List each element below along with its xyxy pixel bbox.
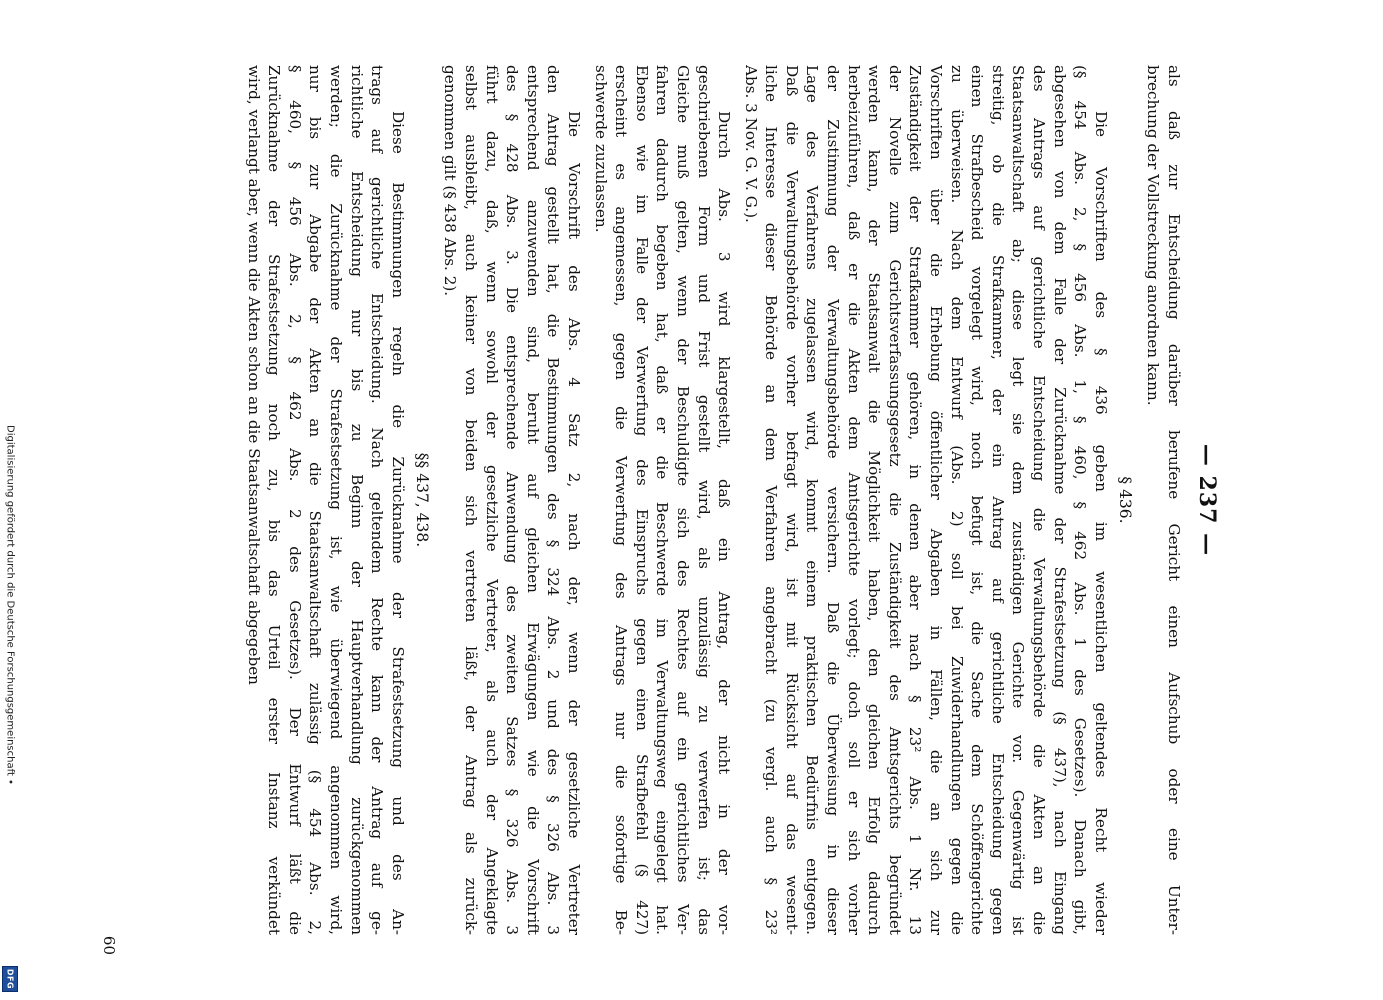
page-number: — 237 — — [1194, 443, 1220, 557]
section-heading-436: § 436. — [1115, 476, 1134, 524]
text-line: entsprechend anzuwenden sind, beruht auf gleichen Erwägungen wie die Vorschrift — [523, 65, 542, 935]
paragraph-437-438 — [243, 65, 408, 935]
text-line: einen Strafbescheid vorgelegt wird, noch befugt ist, die Sache dem Schöffengerichte — [968, 65, 987, 935]
section-heading-437-438: §§ 437, 438. — [412, 452, 431, 548]
text-line: brechung der Vollstreckung anordnen kann. — [1144, 65, 1163, 406]
text-line: trags auf gerichtliche Entscheidung. Nach geltendem Rechte kann der Antrag auf ge- — [368, 65, 387, 935]
text-line: zu überweisen. Nach dem Entwurf (Abs. 2) soll bei Zuwiderhandlungen gegen die — [947, 65, 966, 935]
text-line: wird, verlangt aber, wenn die Akten schon an die Staatsanwaltschaft abgegeben — [244, 65, 263, 685]
text-line: Ebenso wie im Falle der Verwerfung des Einspruchs gegen einen Strafbefehl (§ 427) — [632, 65, 651, 935]
text-line: der Zustimmung der Verwaltungsbehörde versichern. Daß die Überweisung in dieser — [824, 65, 843, 935]
text-line: Die Vorschriften des § 436 geben im wesentlichen geltendes Recht wieder — [1091, 111, 1110, 935]
paragraph-436-1 — [740, 65, 1111, 935]
text-line: fahren dadurch begeben hat, daß er die Beschwerde im Verwaltungsweg eingelegt hat. — [653, 65, 672, 935]
paragraph-436-2 — [590, 65, 734, 935]
text-line: abgesehen von dem Falle der Zurücknahme der Strafestsetzung (§ 437), nach Eingang — [1050, 65, 1069, 935]
text-line: selbst ausbleibt, auch keiner von beiden sich vertreten läßt, der Antrag als zurück- — [462, 65, 480, 935]
funding-credit-text: Digitalisierung gefördert durch die Deutsche Forschungsgemeinschaft • — [4, 425, 16, 785]
page-body — [150, 65, 1220, 935]
continuation-paragraph — [1143, 65, 1184, 935]
text-line: schwerde zuzulassen. — [591, 65, 610, 233]
text-line: Die Vorschrift des Abs. 4 Satz 2, nach der, wenn der gesetzliche Vertreter — [564, 111, 583, 935]
text-line: Daß die Verwaltungsbehörde vorher befragt wird, ist mit Rücksicht auf das wesent- — [782, 65, 801, 935]
text-line: Diese Bestimmungen regeln die Zurücknahme der Strafestsetzung und des An- — [388, 111, 407, 935]
text-line: Gleiche muß gelten, wenn der Beschuldigte sich des Rechtes auf ein gerichtliches Ver- — [673, 65, 692, 935]
text-line: Abs. 3 Nov. G. V. G.). — [741, 65, 760, 223]
text-line: der Novelle zum Gerichtsverfassungsgesetz die Zuständigkeit des Amtsgerichts begründet — [885, 65, 904, 935]
text-line: werden kann, der Staatsanwalt die Möglichkeit haben, den gleichen Erfolg dadurch — [865, 65, 884, 935]
text-line: liche Interesse dieser Behörde an dem Verfahren angebracht (zu vergl. auch § 23² — [762, 65, 781, 935]
text-line: streitig, ob die Strafkammer, der ein Antrag auf gerichtliche Entscheidung gegen — [988, 65, 1007, 935]
text-line: als daß zur Entscheidung darüber berufene Gericht einen Aufschub oder eine Unter- — [1165, 65, 1183, 935]
dfg-logo-text: DFG — [5, 968, 15, 990]
text-line: des Antrags auf gerichtliche Entscheidung die Verwaltungsbehörde die Akten an die — [1030, 65, 1049, 935]
text-line: Durch Abs. 3 wird klargestellt, daß ein Antrag, der nicht in der vor- — [715, 111, 734, 935]
text-line: § 460, § 456 Abs. 2, § 462 Abs. 2 des Gesetzes). Der Entwurf läßt die — [285, 65, 304, 935]
text-line: (§ 454 Abs. 2, § 456 Abs. 1, § 460, § 462 Abs. 1 des Gesetzes). Danach gibt, — [1071, 65, 1090, 935]
margin-credit — [0, 0, 20, 1000]
text-line: führt dazu, daß, wenn sowohl der gesetzliche Vertreter, als auch der Angeklagte — [482, 65, 501, 935]
text-line: Vorschriften über die Erhebung öffentlicher Abgaben in Fällen, die an sich zur — [927, 65, 946, 935]
text-line: erscheint es angemessen, gegen die Verwerfung des Antrags nur die sofortige Be- — [612, 65, 631, 935]
text-line: Zurücknahme der Strafestsetzung noch zu, bis das Urteil erster Instanz verkündet — [265, 65, 284, 935]
text-line: den Antrag gestellt hat, die Bestimmungen des § 324 Abs. 2 und des § 326 Abs. 3 — [544, 65, 563, 935]
text-line: werden; die Zurücknahme der Strafestsetzung ist, wie überwiegend angenommen wird, — [327, 65, 346, 935]
text-line: richtliche Entscheidung nur bis zu Beginn der Hauptverhandlung zurückgenommen — [347, 65, 366, 935]
sheet-signature: 60 — [100, 935, 118, 955]
scanned-page — [90, 5, 1280, 995]
text-line: genommen gilt (§ 438 Abs. 2). — [441, 65, 460, 297]
text-line: geschriebenen Form und Frist gestellt wird, als unzulässig zu verwerfen ist; das — [694, 65, 713, 935]
text-line: des § 428 Abs. 3. Die entsprechende Anwendung des zweiten Satzes § 326 Abs. 3 — [503, 65, 522, 935]
paragraph-436-3 — [440, 65, 584, 935]
text-line: nur bis zur Abgabe der Akten an die Staatsanwaltschaft zulässig (§ 454 Abs. 2, — [306, 65, 325, 935]
dfg-logo — [2, 966, 18, 992]
text-line: Staatsanwaltschaft ab; diese legt sie dem zuständigen Gerichte vor. Gegenwärtig ist — [1009, 65, 1028, 935]
text-line: Zuständigkeit der Strafkammer gehören, in denen aber nach § 23² Abs. 1 Nr. 13 — [906, 65, 925, 935]
text-line: Lage des Verfahrens zugelassen wird, kommt einem praktischen Bedürfnis entgegen. — [803, 65, 822, 935]
text-line: herbeizuführen, daß er die Akten dem Amtsgerichte vorlegt; doch soll er sich vorher — [844, 65, 863, 935]
